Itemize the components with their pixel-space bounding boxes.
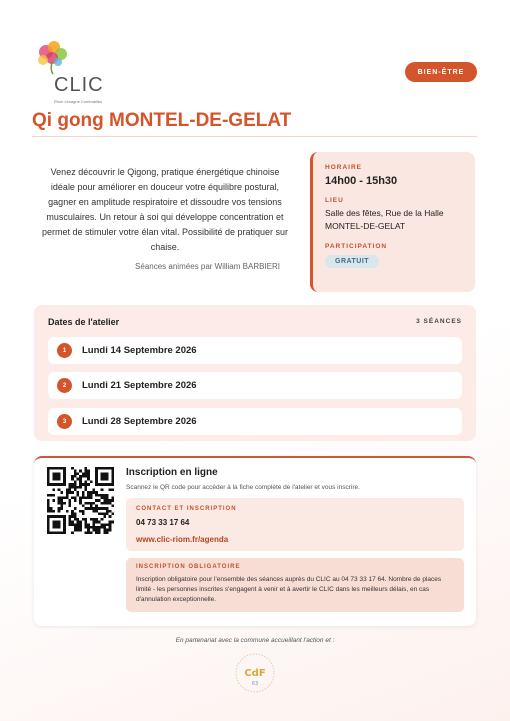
logo-subtitle: Riom Limagne Combrailles [54, 99, 103, 104]
date-number: 1 [57, 343, 72, 358]
contact-website-link[interactable]: www.clic-riom.fr/agenda [136, 535, 229, 544]
lieu-label: LIEU [325, 197, 344, 204]
lieu-line2: MONTEL-DE-GELAT [325, 221, 406, 231]
mandatory-text: Inscription obligatoire pour l'ensemble des séances auprès du CLIC au 04 73 33 17 64. Nombre de places limité - les personnes inscrites s'engagent à venir et à avertir le CLIC dans les meilleurs délais, en cas d'annulation exceptionnelle. [136, 576, 442, 603]
date-label: Lundi 21 Septembre 2026 [82, 380, 197, 391]
date-number: 2 [57, 378, 72, 393]
title-divider [32, 136, 477, 137]
registration-title: Inscription en ligne [126, 467, 218, 478]
date-item [48, 408, 462, 435]
sessions-count: 3 SÉANCES [416, 318, 462, 325]
cdf-partner-logo-icon [234, 652, 276, 694]
date-label: Lundi 28 Septembre 2026 [82, 416, 197, 427]
date-item [48, 372, 462, 399]
lieu-line1: Salle des fêtes, Rue de la Halle [325, 208, 444, 218]
participation-label: PARTICIPATION [325, 243, 388, 250]
partner-text: En partenariat avec la commune accueillant l'action et : [175, 637, 335, 644]
logo-text: CLIC [54, 74, 104, 96]
cdf-logo-text: CdF [244, 668, 266, 679]
info-card [310, 152, 475, 292]
animator-text: Séances animées par William BARBIERI [135, 262, 280, 271]
page-title: Qi gong MONTEL-DE-GELAT [32, 110, 292, 131]
date-label: Lundi 14 Septembre 2026 [82, 345, 197, 356]
qr-code-icon[interactable] [47, 467, 114, 534]
date-number: 3 [57, 414, 72, 429]
category-badge: BIEN-ÊTRE [405, 62, 477, 82]
contact-phone[interactable]: 04 73 33 17 64 [136, 518, 190, 527]
mandatory-label: INSCRIPTION OBLIGATOIRE [136, 564, 241, 570]
horaire-value: 14h00 - 15h30 [325, 175, 398, 187]
participation-badge: GRATUIT [325, 255, 379, 268]
registration-subtitle: Scannez le QR code pour accéder à la fiche complète de l'atelier et vous inscrire. [126, 484, 360, 491]
dates-title: Dates de l'atelier [48, 317, 120, 327]
contact-label: CONTACT ET INSCRIPTION [136, 506, 237, 512]
description-text: Venez découvrir le Qigong, pratique énergétique chinoise idéale pour améliorer en douceur votre équilibre postural, gagner en amplitude respiratoire et dissoudre vos tensions musculaires. Un retour à soi qui développe concentration et permet de stimuler votre élan vital. Possibilité de pratiquer sur chaise. [41, 167, 289, 252]
horaire-label: HORAIRE [325, 164, 362, 171]
cdf-logo-number: 63 [251, 681, 259, 687]
date-item [48, 337, 462, 364]
